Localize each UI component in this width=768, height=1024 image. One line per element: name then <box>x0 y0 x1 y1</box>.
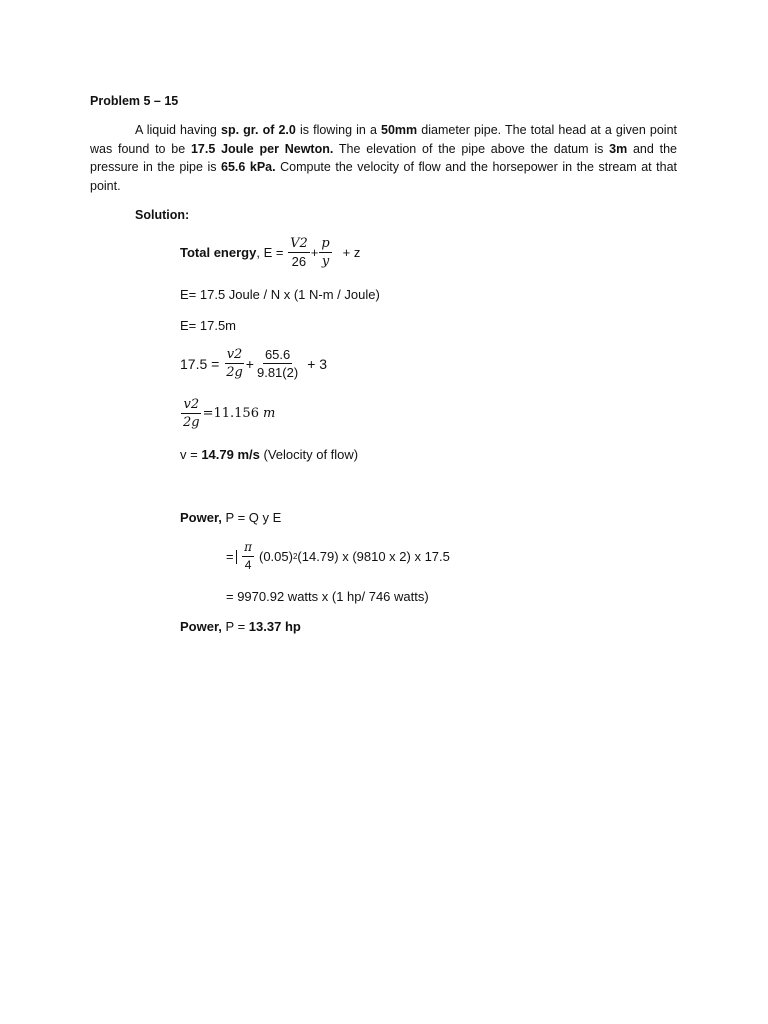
problem-statement <box>90 121 677 196</box>
velocity-head-result <box>180 397 275 430</box>
power-substitution-equals: = <box>226 549 234 564</box>
problem-bold-total-head: 17.5 Joule per Newton. <box>190 141 334 156</box>
problem-heading: Problem 5 – 15 <box>90 94 179 108</box>
bernoulli-substitution-equation <box>180 347 327 380</box>
pressure-head-denominator: y <box>321 254 330 269</box>
gravity-value: 9.81 <box>256 365 283 380</box>
problem-bold-specific-gravity: sp. gr. of 2.0 <box>221 123 296 137</box>
problem-text-3: diameter pipe. The total head at a given point was found to be <box>90 123 678 156</box>
velocity-head-denominator: 26 <box>291 254 307 269</box>
problem-text-1: A liquid having <box>135 123 221 137</box>
power-formula-line <box>180 510 281 525</box>
bernoulli-velocity-denominator: 2g <box>226 365 243 380</box>
result-velocity-denominator: 2g <box>183 415 200 430</box>
bernoulli-plus: + <box>245 355 254 372</box>
velocity-prefix: v = <box>180 447 202 462</box>
result-velocity-numerator: v2 <box>183 397 200 412</box>
total-energy-equation <box>180 236 360 269</box>
power-formula: P = Q y E <box>221 510 282 525</box>
bernoulli-velocity-numerator: v2 <box>226 347 243 362</box>
power-result-value: 13.37 hp <box>248 619 301 634</box>
pressure-head-fraction <box>319 236 331 269</box>
bernoulli-elevation: + 3 <box>307 355 328 372</box>
velocity-head-value: =11.156 <box>202 406 259 421</box>
diameter-exponent: 2 <box>292 552 298 561</box>
problem-text-5: and the pressure in the pipe is <box>90 141 677 175</box>
velocity-head-numerator: V2 <box>290 236 308 251</box>
bernoulli-pressure-numerator: 65.6 <box>264 347 291 362</box>
plus-sign: + <box>310 245 319 260</box>
power-watts-line: = 9970.92 watts x (1 hp/ 746 watts) <box>226 589 429 604</box>
diameter-term: (0.05) <box>258 549 293 564</box>
power-substitution-line <box>226 540 450 573</box>
pi-numerator: π <box>242 540 254 557</box>
four-denominator: 4 <box>244 558 252 572</box>
pi-over-four-fraction <box>242 540 254 573</box>
power-result-mid: P = <box>221 619 249 634</box>
velocity-head-fraction <box>288 236 310 269</box>
problem-bold-pressure: 65.6 kPa. <box>221 160 276 175</box>
power-result-line <box>180 619 301 634</box>
bernoulli-velocity-fraction <box>224 347 245 380</box>
problem-text-6: Compute the velocity of flow and the horsepower in the stream at that point. <box>90 160 678 194</box>
velocity-suffix: (Velocity of flow) <box>259 447 359 462</box>
solution-label: Solution: <box>135 208 190 222</box>
velocity-result-line <box>180 447 358 462</box>
problem-bold-diameter: 50mm <box>381 123 418 137</box>
result-velocity-fraction <box>181 397 202 430</box>
bernoulli-pressure-fraction <box>255 347 300 380</box>
bernoulli-prefix: 17.5 = <box>180 355 224 372</box>
velocity-head-unit: m <box>262 406 276 421</box>
energy-value-line: E= 17.5m <box>180 318 237 333</box>
power-result-label: Power, <box>180 619 222 634</box>
bernoulli-pressure-denominator: 9.81(2) <box>256 365 299 380</box>
problem-bold-elevation: 3m <box>609 141 628 156</box>
velocity-value: 14.79 m/s <box>201 447 260 462</box>
problem-text-4: The elevation of the pipe above the datum is <box>333 141 610 156</box>
total-energy-prefix: , E = <box>256 245 288 260</box>
bracket-mark <box>236 550 238 564</box>
pressure-head-numerator: p <box>321 236 330 251</box>
power-label: Power, <box>180 510 222 525</box>
elevation-term: + z <box>342 245 361 260</box>
power-substitution-rest: (14.79) x (9810 x 2) x 17.5 <box>297 549 450 564</box>
problem-text-2: is flowing in a <box>295 123 382 137</box>
energy-conversion-line: E= 17.5 Joule / N x (1 N-m / Joule) <box>180 287 380 302</box>
total-energy-label: Total energy <box>180 245 257 260</box>
specific-gravity-value: 2 <box>286 365 294 380</box>
